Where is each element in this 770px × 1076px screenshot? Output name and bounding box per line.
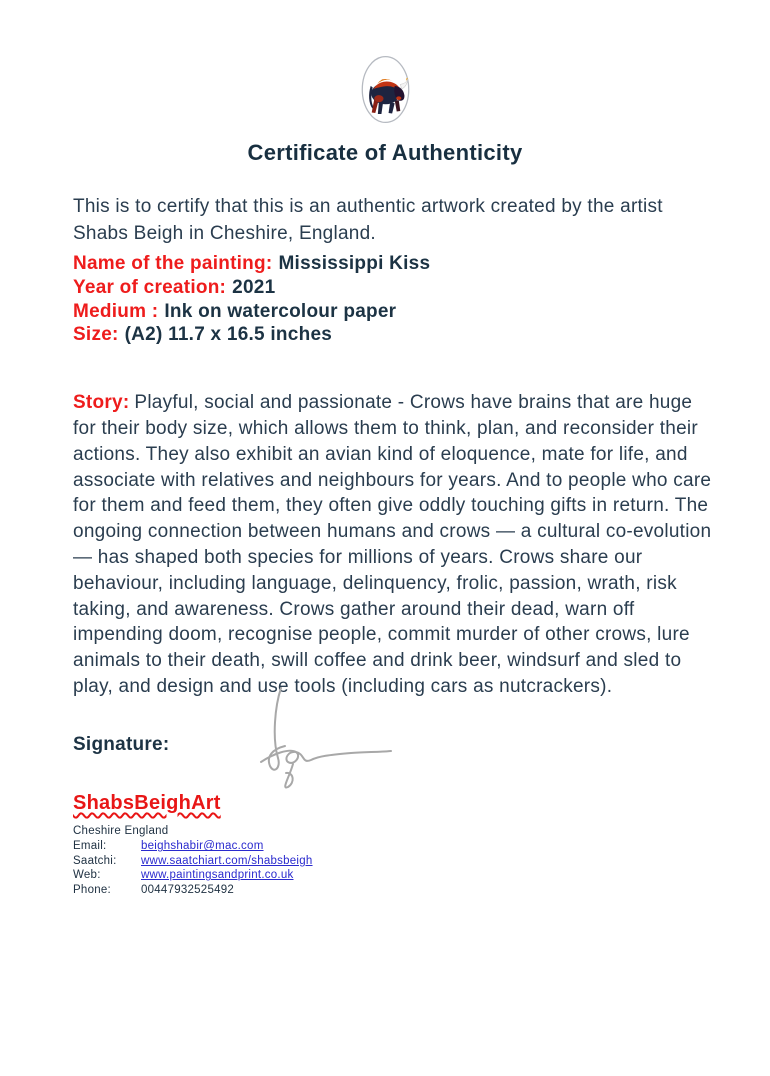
logo-container xyxy=(0,55,770,124)
location-text: Cheshire England xyxy=(73,824,169,837)
contact-label: Phone: xyxy=(73,883,111,896)
detail-row-name xyxy=(73,252,715,276)
phone-number: 00447932525492 xyxy=(141,883,235,896)
contact-row-phone xyxy=(73,883,715,898)
story-paragraph xyxy=(73,390,715,700)
artwork-details xyxy=(73,252,715,347)
bull-logo-icon xyxy=(361,55,410,124)
signature-section xyxy=(73,714,715,776)
detail-label: Year of creation: xyxy=(73,276,227,298)
detail-row-year xyxy=(73,276,715,300)
detail-label: Name of the painting: xyxy=(73,253,273,274)
detail-row-size xyxy=(73,323,715,347)
contact-row-email xyxy=(73,839,715,854)
detail-value: (A2) 11.7 x 16.5 inches xyxy=(124,324,333,346)
certificate-body xyxy=(73,193,715,897)
detail-value: Mississippi Kiss xyxy=(278,253,431,274)
contact-row-saatchi xyxy=(73,854,715,869)
email-link[interactable]: beighshabir@mac.com xyxy=(141,840,264,853)
story-label: Story: xyxy=(73,392,130,414)
detail-row-medium xyxy=(73,300,715,324)
detail-label: Medium : xyxy=(73,300,159,322)
page-title: Certificate of Authenticity xyxy=(247,140,523,165)
brand-link[interactable]: ShabsBeighArt xyxy=(73,791,221,814)
signature-scribble-icon xyxy=(233,682,408,794)
saatchi-link[interactable]: www.saatchiart.com/shabsbeigh xyxy=(141,854,313,867)
website-link[interactable]: www.paintingsandprint.co.uk xyxy=(141,869,294,882)
detail-value: 2021 xyxy=(232,276,276,298)
intro-paragraph: This is to certify that this is an authentic artwork created by the artist Shabs Beigh in Cheshire, England. xyxy=(73,196,663,244)
signature-label: Signature: xyxy=(73,733,170,755)
detail-label: Size: xyxy=(73,324,119,346)
detail-value: Ink on watercolour paper xyxy=(164,300,397,322)
contact-label: Web: xyxy=(73,869,101,882)
contact-row-web xyxy=(73,868,715,883)
story-text: Playful, social and passionate - Crows have brains that are huge for their body size, which allows them to think, plan, and reconsider their actions. They also exhibit an avian kind of eloquence, mate for life, and associate with relatives and neighbours for years. And to people who care for them and feed them, they often give oddly touching gifts in return. The ongoing connection between humans and crows — a cultural co-evolution — has shaped both species for millions of years. Crows share our behaviour, including language, delinquency, frolic, passion, wrath, risk taking, and awareness. Crows gather around their dead, warn off impending doom, recognise people, commit murder of other crows, lure animals to their death, swill coffee and drink beer, windsurf and sled to play, and design and use tools (including cars as nutcrackers). xyxy=(73,392,712,697)
contact-list xyxy=(73,839,715,897)
contact-label: Email: xyxy=(73,840,107,853)
contact-label: Saatchi: xyxy=(73,854,117,867)
